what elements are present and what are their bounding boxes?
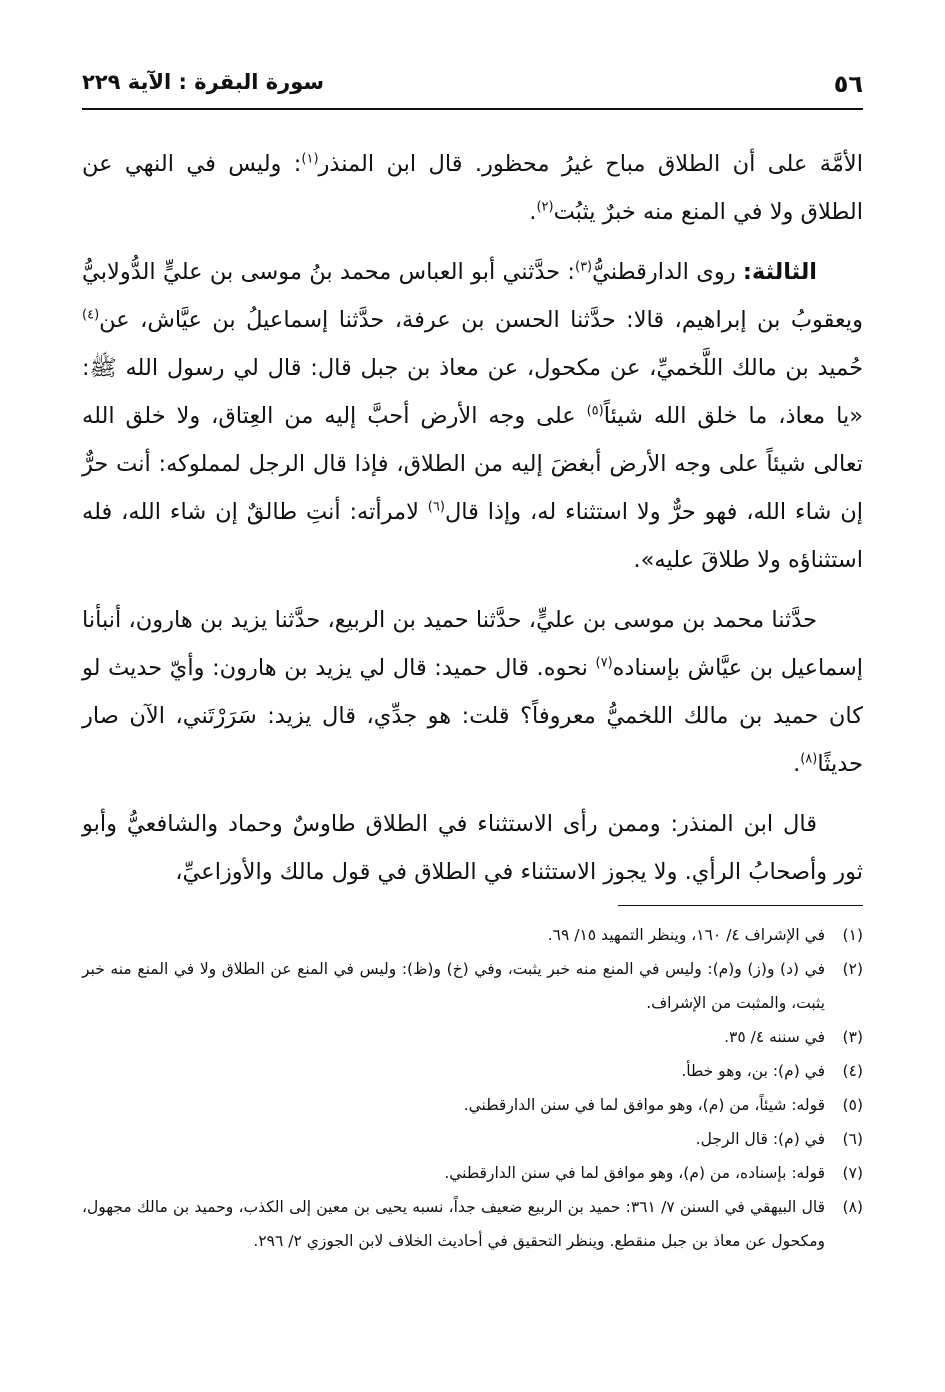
text-run: على وجه الأرض أحبَّ إليه من العِتاق، ولا خلق الله تعالى شيئاً على وجه الأرض أبغضَ إليه من الطلاق، فإذا قال الرجل لمملوكه: أنت حرٌّ إن شاء الله، فهو حرٌّ ولا استثناء له، وإذا قال [82, 403, 863, 525]
footnote-number: (٥) [842, 1096, 863, 1114]
footnote-2 [82, 952, 863, 1020]
footnote-number: (١) [842, 926, 863, 944]
text-run: . [793, 751, 801, 777]
footnote-number: (٤) [842, 1062, 863, 1080]
footnote-rule [618, 905, 863, 906]
text-run: : حدَّثني أبو العباس محمد بنُ موسى بن عليٍّ الدُّولابيُّ ويعقوبُ بن إبراهيم، قالا: حدَّثنا الحسن بن عرفة، حدَّثنا إسماعيلُ بن عيَّاش، عن [82, 259, 863, 333]
main-text [82, 140, 863, 908]
footnote-7 [82, 1156, 863, 1190]
footnotes [82, 918, 863, 1258]
text-run: الأمَّة على أن الطلاق مباح غيرُ محظور. قال ابن المنذر [318, 151, 863, 177]
text-run: روى الدارقطنيُّ [592, 259, 743, 285]
text-run: : وليس في النهي عن الطلاق ولا في المنع منه خبرٌ يثبُت [82, 151, 863, 225]
footnote-number: (٣) [842, 1028, 863, 1046]
text-run: حُميد بن مالك اللَّخميِّ، عن مكحول، عن معاذ بن جبل قال: قال لي رسول الله ﷺ: «يا معاذ، ما خلق الله شيئاً [82, 355, 864, 429]
footnote-text: في (م): بن، وهو خطأ. [681, 1062, 825, 1080]
footnote-text: في (م): قال الرجل. [695, 1130, 825, 1148]
text-run: . [529, 199, 537, 225]
footnote-text: في سننه ٤/ ٣٥. [724, 1028, 825, 1046]
paragraph-2 [82, 248, 863, 584]
paragraph-3 [82, 596, 863, 788]
footnote-8 [82, 1190, 863, 1258]
running-title: سورة البقرة : الآية ٢٢٩ [82, 70, 325, 94]
footnote-number: (٧) [842, 1164, 863, 1182]
section-lead: الثالثة: [742, 259, 817, 285]
footnote-3 [82, 1020, 863, 1054]
footnote-ref-3[interactable]: (٣) [574, 259, 593, 275]
footnote-6 [82, 1122, 863, 1156]
footnote-text: قوله: شيئاً، من (م)، وهو موافق لما في سنن الدارقطني. [463, 1096, 825, 1114]
footnote-ref-2[interactable]: (٢) [536, 199, 554, 215]
footnote-text: في (د) و(ز) و(م): وليس في المنع منه خبر يثبت، وفي (خ) و(ظ): وليس في المنع عن الطلاق ولا في المنع منه خبر يثبت، والمثبت من الإشراف. [82, 960, 825, 1012]
footnote-number: (٦) [842, 1130, 863, 1148]
footnote-text: قوله: بإسناده، من (م)، وهو موافق لما في سنن الدارقطني. [444, 1164, 825, 1182]
page-number: ٥٦ [833, 70, 863, 98]
footnote-ref-1[interactable]: (١) [301, 151, 319, 167]
text-run: قال ابن المنذر: وممن رأى الاستثناء في الطلاق طاوسٌ وحماد والشافعيُّ وأبو ثور وأصحابُ الرأي. ولا يجوز الاستثناء في الطلاق في قول مالك والأوزاعيِّ، [82, 811, 863, 885]
footnote-text: في الإشراف ٤/ ١٦٠، وينظر التمهيد ١٥/ ٦٩. [547, 926, 825, 944]
footnote-number: (٨) [842, 1198, 863, 1216]
page-header [82, 68, 863, 108]
text-run: لامرأته: أنتِ طالقٌ إن شاء الله، فله استثناؤه ولا طلاقَ عليه». [82, 499, 863, 573]
paragraph-4 [82, 800, 863, 896]
footnote-number: (٢) [842, 960, 863, 978]
footnote-ref-6[interactable]: (٦) [427, 499, 445, 515]
footnote-5 [82, 1088, 863, 1122]
footnote-ref-8[interactable]: (٨) [800, 751, 818, 767]
footnote-1 [82, 918, 863, 952]
paragraph-1 [82, 140, 863, 236]
text-run: نحوه. قال حميد: قال لي يزيد بن هارون: وأيّ حديث لو كان حميد بن مالك اللخميُّ معروفاً؟ قلت: هو جدِّي، قال يزيد: سَرَرْتَني، الآن صار حديثًا [82, 655, 863, 777]
header-rule [82, 108, 863, 110]
footnote-ref-7[interactable]: (٧) [595, 655, 613, 671]
footnote-text: قال البيهقي في السنن ٧/ ٣٦١: حميد بن الربيع ضعيف جداً، نسبه يحيى بن معين إلى الكذب، وحميد بن مالك مجهول، ومكحول عن معاذ بن جبل منقطع. وينظر التحقيق في أحاديث الخلاف لابن الجوزي ٢/ ٢٩٦. [82, 1198, 825, 1250]
footnote-4 [82, 1054, 863, 1088]
footnote-ref-5[interactable]: (٥) [586, 403, 604, 419]
text-run: حدَّثنا محمد بن موسى بن عليٍّ، حدَّثنا حميد بن الربيع، حدَّثنا يزيد بن هارون، أنبأنا إسماعيل بن عيَّاش بإسناده [82, 607, 863, 681]
footnote-ref-4[interactable]: (٤) [82, 307, 100, 323]
